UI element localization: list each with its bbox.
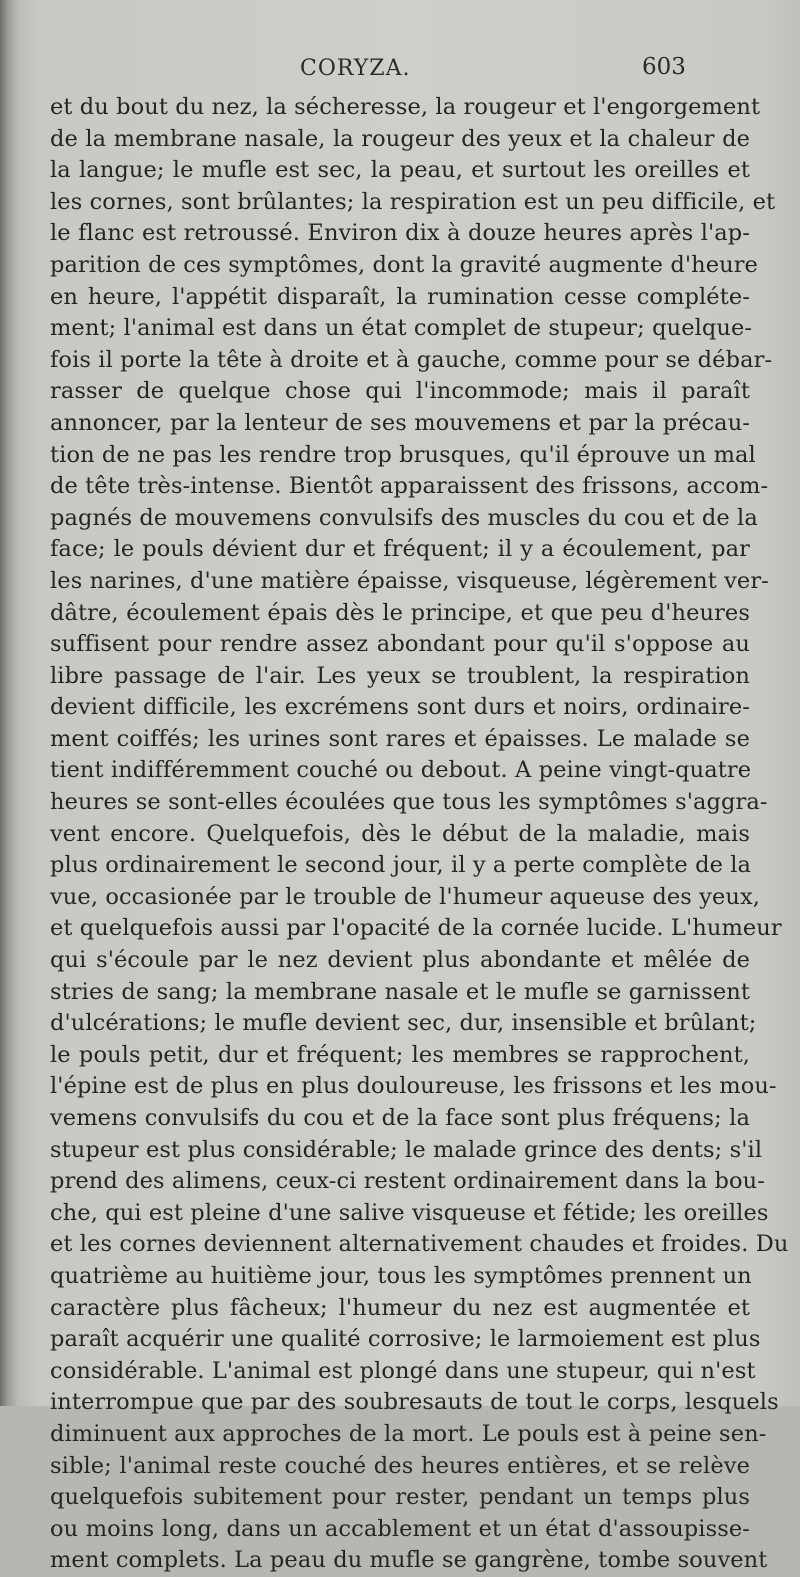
body-text [50, 92, 789, 1577]
text-line: devient difficile, les excrémens sont durs et noirs, ordinaire- [50, 694, 750, 721]
text-line: l'épine est de plus en plus douloureuse, les frissons et les mou- [50, 1073, 777, 1100]
text-line: che, qui est pleine d'une salive visqueuse et fétide; les oreilles [50, 1199, 769, 1226]
text-line: plus ordinairement le second jour, il y a perte complète de la [50, 852, 752, 879]
text-line: et les cornes deviennent alternativement chaudes et froides. Du [50, 1231, 789, 1258]
text-line: et quelquefois aussi par l'opacité de la cornée lucide. L'humeur [50, 915, 782, 942]
page-number: 603 [642, 54, 686, 80]
text-line: libre passage de l'air. Les yeux se troublent, la respiration [50, 662, 750, 689]
text-line: qui s'écoule par le nez devient plus abondante et mêlée de [50, 947, 750, 974]
text-line: heures se sont-elles écoulées que tous les symptômes s'aggra- [50, 789, 768, 816]
text-line: paraît acquérir une qualité corrosive; le larmoiement est plus [50, 1326, 761, 1353]
text-line: sible; l'animal reste couché des heures entières, et se relève [50, 1452, 750, 1479]
text-line: annoncer, par la lenteur de ses mouvemens et par la précau- [50, 409, 750, 436]
text-line: fois il porte la tête à droite et à gauche, comme pour se débar- [50, 346, 773, 373]
text-line: stries de sang; la membrane nasale et le mufle se garnissent [50, 978, 750, 1005]
text-line: quelquefois subitement pour rester, pendant un temps plus [50, 1484, 750, 1511]
text-line: le pouls petit, dur et fréquent; les membres se rapprochent, [50, 1041, 750, 1068]
text-line: face; le pouls dévient dur et fréquent; il y a écoulement, par [50, 536, 750, 563]
text-line: suffisent pour rendre assez abondant pour qu'il s'oppose au [50, 631, 750, 658]
text-line: les narines, d'une matière épaisse, visqueuse, légèrement ver- [50, 567, 769, 594]
text-line: et du bout du nez, la sécheresse, la rougeur et l'engorgement [50, 94, 761, 120]
text-line: prend des alimens, ceux-ci restent ordinairement dans la bou- [50, 1168, 765, 1195]
text-line: interrompue que par des soubresauts de tout le corps, lesquels [50, 1389, 779, 1416]
text-line: stupeur est plus considérable; le malade grince des dents; s'il [50, 1136, 763, 1163]
text-line: les cornes, sont brûlantes; la respiration est un peu difficile, et [50, 188, 776, 215]
text-line: dâtre, écoulement épais dès le principe, et que peu d'heures [50, 599, 750, 626]
text-line: vent encore. Quelquefois, dès le début de la maladie, mais [50, 820, 750, 847]
text-line: la langue; le mufle est sec, la peau, et surtout les oreilles et [50, 157, 750, 184]
text-line: ment; l'animal est dans un état complet de stupeur; quelque- [50, 315, 753, 342]
text-line: parition de ces symptômes, dont la gravité augmente d'heure [50, 251, 758, 278]
text-line: ment coiffés; les urines sont rares et épaisses. Le malade se [50, 725, 750, 752]
text-line: quatrième au huitième jour, tous les symptômes prennent un [50, 1262, 752, 1289]
text-line: d'ulcérations; le mufle devient sec, dur, insensible et brûlant; [50, 1010, 757, 1037]
text-line: de tête très-intense. Bientôt apparaissent des frissons, accom- [50, 473, 769, 500]
text-line: de la membrane nasale, la rougeur des yeux et la chaleur de [50, 125, 750, 152]
text-line: vemens convulsifs du cou et de la face sont plus fréquens; la [50, 1105, 750, 1131]
text-line: le flanc est retroussé. Environ dix à douze heures après l'ap- [50, 220, 750, 247]
text-line: ou moins long, dans un accablement et un état d'assoupisse- [50, 1515, 750, 1542]
text-line: caractère plus fâcheux; l'humeur du nez est augmentée et [50, 1294, 750, 1321]
text-line: considérable. L'animal est plongé dans une stupeur, qui n'est [50, 1357, 756, 1384]
text-line: diminuent aux approches de la mort. Le pouls est à peine sen- [50, 1420, 767, 1447]
text-line: en heure, l'appétit disparaît, la rumination cesse compléte- [50, 283, 750, 310]
page-gutter-shadow [0, 0, 18, 1406]
text-line: pagnés de mouvemens convulsifs des muscles du cou et de la [50, 504, 758, 531]
text-line: ment complets. La peau du mufle se gangrène, tombe souvent [50, 1547, 768, 1574]
text-line: tion de ne pas les rendre trop brusques, qu'il éprouve un mal [50, 441, 756, 468]
text-line: vue, occasionée par le trouble de l'humeur aqueuse des yeux, [50, 883, 761, 910]
text-line: rasser de quelque chose qui l'incommode; mais il paraît [50, 378, 750, 405]
running-title: CORYZA. [300, 56, 411, 81]
text-line: tient indifféremment couché ou debout. A peine vingt-quatre [50, 757, 752, 784]
page-header [0, 52, 800, 92]
